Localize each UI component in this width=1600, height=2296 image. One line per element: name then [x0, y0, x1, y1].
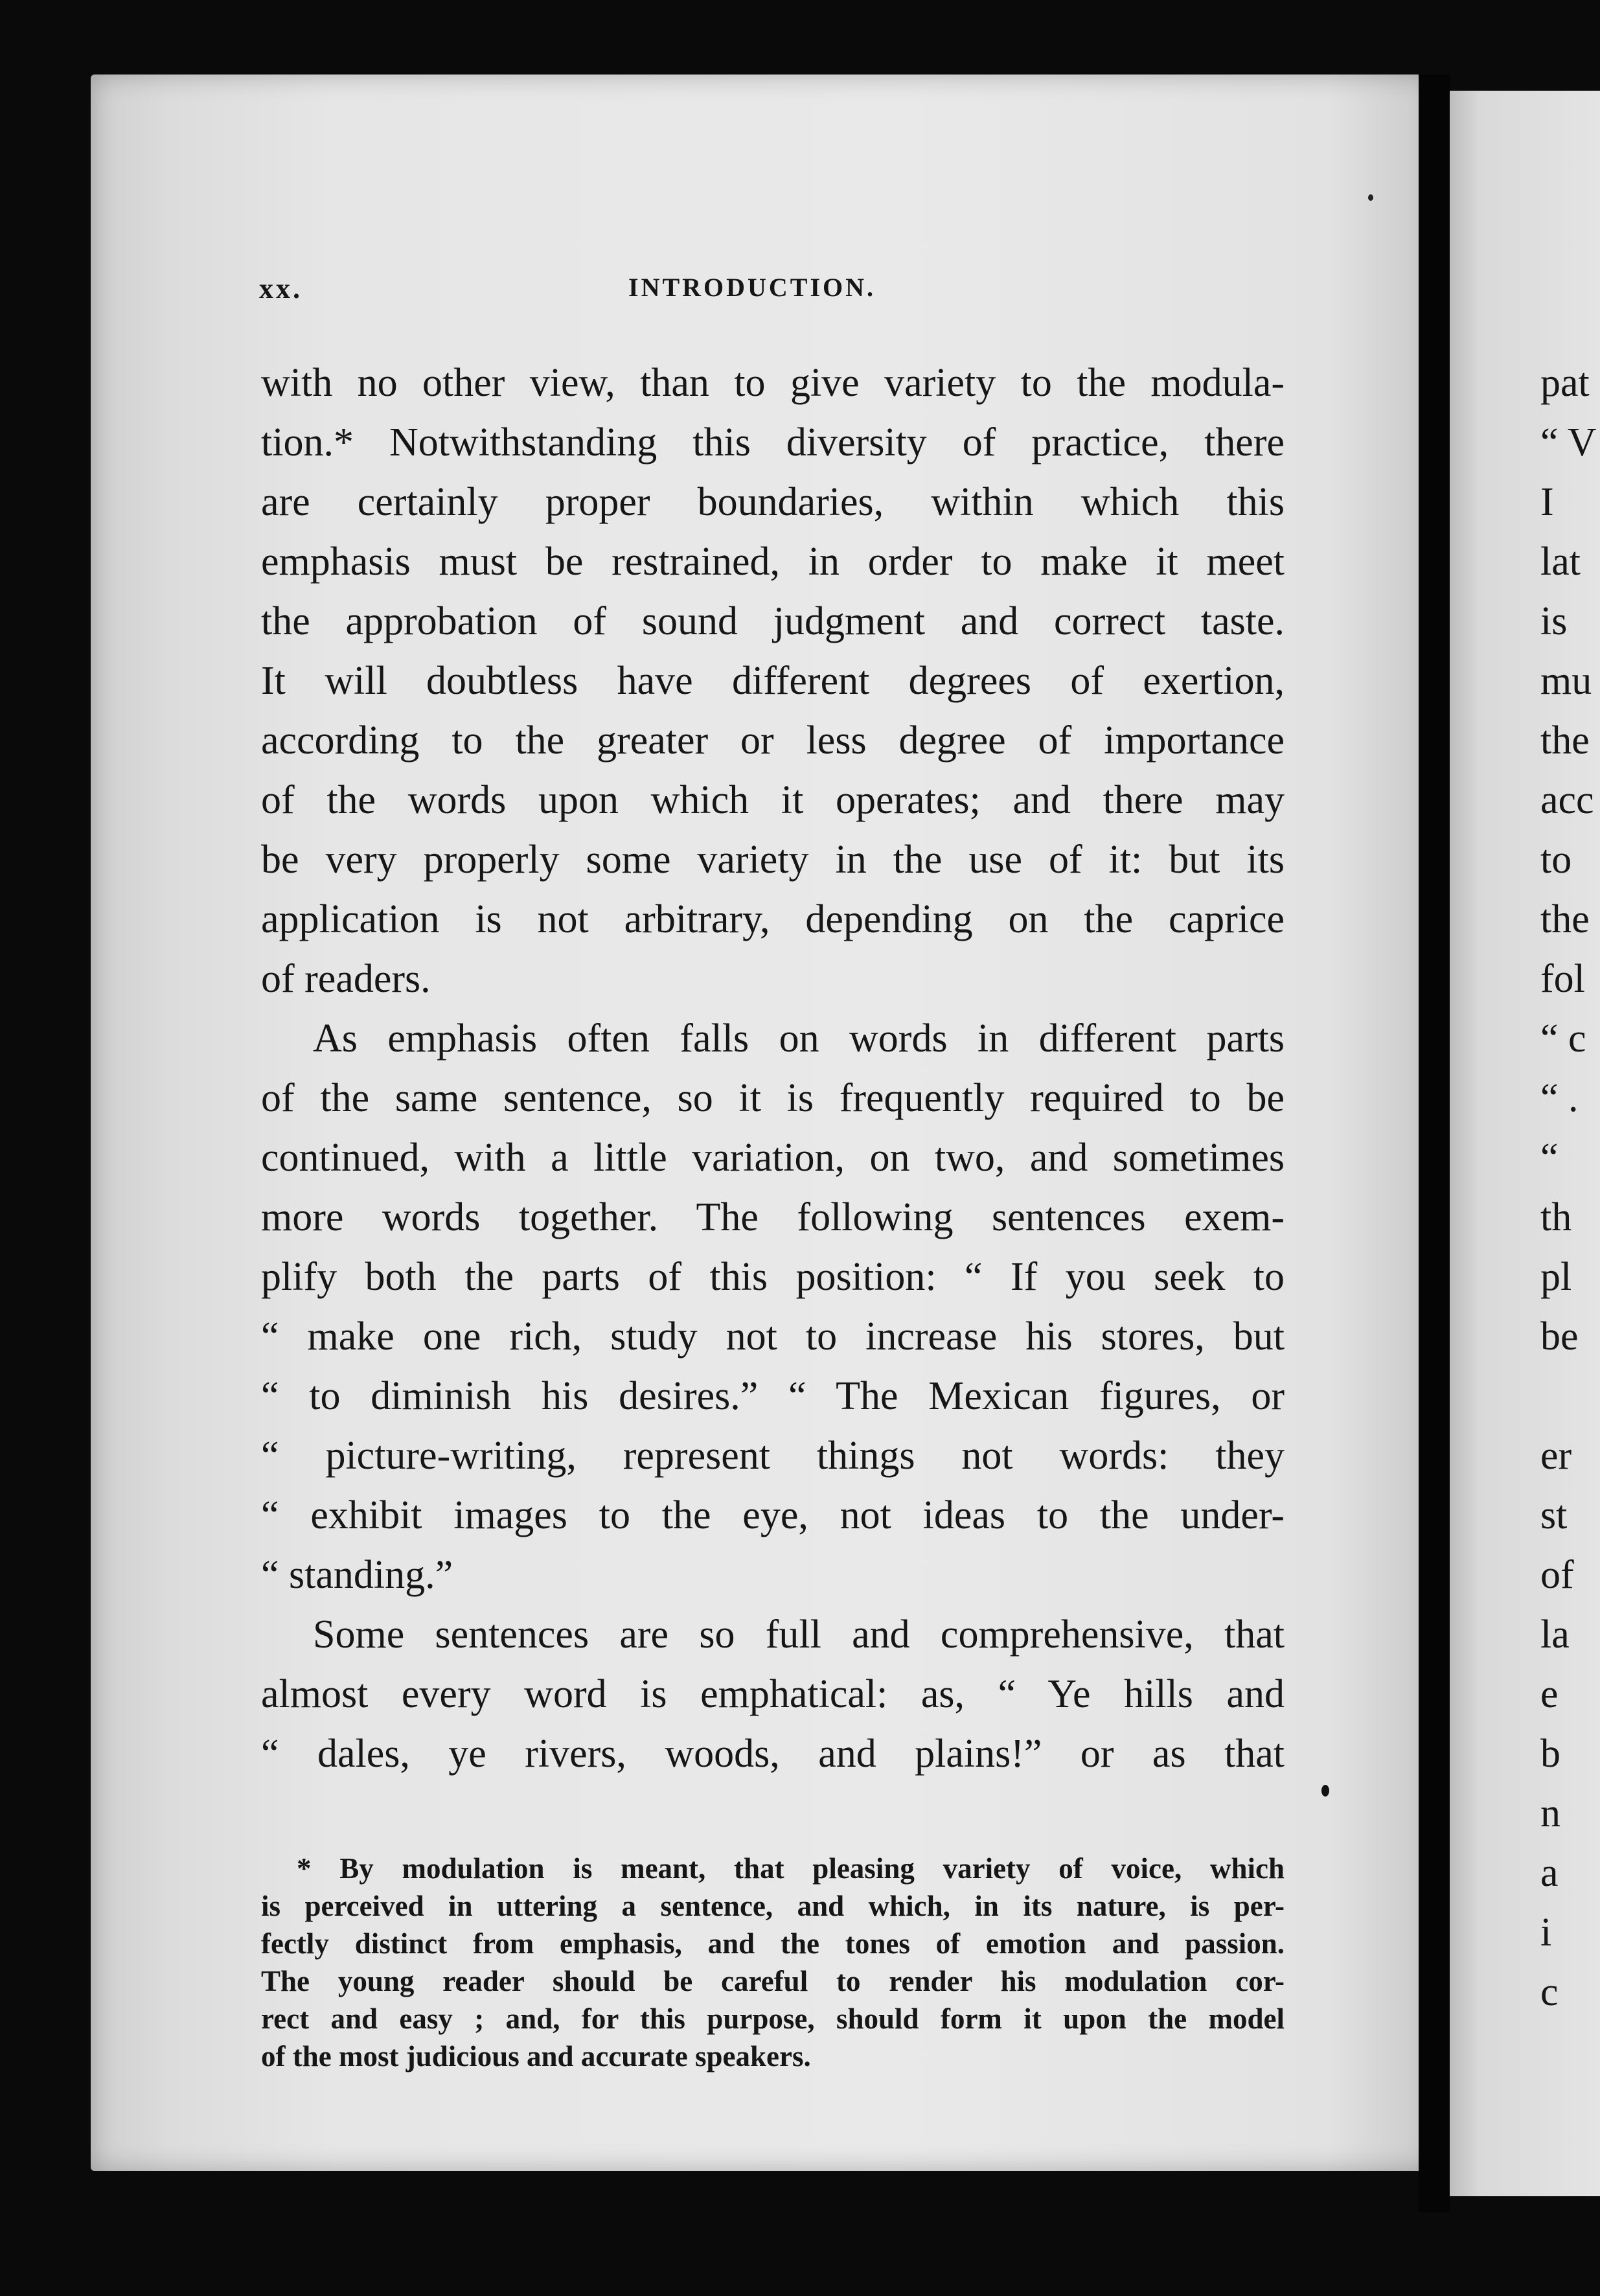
ink-mark — [1368, 194, 1373, 201]
facing-fragment: i — [1540, 1911, 1552, 1955]
running-title: INTRODUCTION. — [628, 273, 876, 302]
text-line: Some sentences are so full and comprehensive, that — [313, 1613, 1285, 1657]
footnote-line: is perceived in uttering a sentence, and which, in its nature, is per- — [261, 1890, 1285, 1922]
facing-fragment: e — [1540, 1672, 1559, 1716]
facing-fragment: acc — [1540, 778, 1594, 822]
text-line: plify both the parts of this position: “ If you seek to — [261, 1255, 1285, 1299]
footnote-line: The young reader should be careful to render his modulation cor- — [261, 1965, 1285, 1997]
facing-fragment: th — [1540, 1195, 1572, 1239]
facing-fragment: of — [1540, 1553, 1574, 1597]
text-line: “ picture-writing, represent things not words: they — [261, 1434, 1285, 1478]
text-line: be very properly some variety in the use of it: but its — [261, 838, 1285, 882]
facing-fragment: er — [1540, 1434, 1572, 1478]
footnote-line: * By modulation is meant, that pleasing variety of voice, which — [297, 1852, 1285, 1885]
facing-fragment: mu — [1540, 659, 1592, 703]
text-line: It will doubtless have different degrees of exertion, — [261, 659, 1285, 703]
facing-fragment: “ — [1540, 1136, 1559, 1180]
text-line: “ to diminish his desires.” “ The Mexican figures, or — [261, 1374, 1285, 1418]
text-line: are certainly proper boundaries, within which this — [261, 480, 1285, 524]
text-line: almost every word is emphatical: as, “ Ye hills and — [261, 1672, 1285, 1716]
footnote-line: of the most judicious and accurate speakers. — [261, 2040, 811, 2072]
facing-fragment: the — [1540, 897, 1590, 941]
facing-fragment: b — [1540, 1732, 1560, 1776]
page-number: xx. — [259, 273, 303, 304]
facing-fragment — [1540, 1366, 1600, 1426]
text-line: “ standing.” — [261, 1553, 453, 1597]
facing-fragment: la — [1540, 1613, 1570, 1657]
footnote — [261, 1850, 1285, 2075]
text-line: “ dales, ye rivers, woods, and plains!” or as that — [261, 1732, 1285, 1776]
facing-fragment: pat — [1540, 361, 1590, 405]
text-line: of the same sentence, so it is frequently required to be — [261, 1076, 1285, 1120]
text-line: emphasis must be restrained, in order to make it meet — [261, 540, 1285, 584]
facing-fragment: a — [1540, 1851, 1559, 1895]
text-line: application is not arbitrary, depending on the caprice — [261, 897, 1285, 941]
text-line: the approbation of sound judgment and correct taste. — [261, 599, 1285, 643]
facing-fragment: st — [1540, 1493, 1568, 1537]
text-line: according to the greater or less degree of importance — [261, 718, 1285, 763]
facing-fragment: is — [1540, 599, 1568, 643]
facing-fragment: I — [1540, 480, 1554, 524]
text-line: tion.* Notwithstanding this diversity of practice, there — [261, 420, 1285, 465]
facing-fragment: “ c — [1540, 1016, 1586, 1061]
text-line: “ exhibit images to the eye, not ideas to the under- — [261, 1493, 1285, 1537]
facing-fragment: c — [1540, 1970, 1559, 2014]
text-line: of readers. — [261, 957, 431, 1001]
footnote-line: fectly distinct from emphasis, and the tones of emotion and passion. — [261, 1927, 1285, 1960]
facing-fragment: lat — [1540, 540, 1581, 584]
page-gutter — [1419, 75, 1450, 2212]
facing-fragment: pl — [1540, 1255, 1572, 1299]
body-text — [261, 353, 1285, 1784]
facing-fragment: be — [1540, 1314, 1579, 1359]
facing-fragment: “ . — [1540, 1076, 1579, 1120]
facing-fragment: the — [1540, 718, 1590, 763]
running-head — [259, 272, 1296, 311]
facing-fragment: n — [1540, 1791, 1560, 1835]
ink-mark — [1321, 1785, 1329, 1797]
text-line: more words together. The following sentences exem- — [261, 1195, 1285, 1239]
facing-fragment: fol — [1540, 957, 1585, 1001]
text-line: As emphasis often falls on words in different parts — [313, 1016, 1285, 1061]
facing-fragment: to — [1540, 838, 1572, 882]
facing-page-text — [1540, 353, 1600, 2022]
text-line: “ make one rich, study not to increase his stores, but — [261, 1314, 1285, 1359]
footnote-line: rect and easy ; and, for this purpose, should form it upon the model — [261, 2003, 1285, 2035]
text-line: continued, with a little variation, on two, and sometimes — [261, 1136, 1285, 1180]
text-line: with no other view, than to give variety to the modula- — [261, 361, 1285, 405]
text-line: of the words upon which it operates; and there may — [261, 778, 1285, 822]
facing-fragment: “ V — [1540, 420, 1597, 465]
